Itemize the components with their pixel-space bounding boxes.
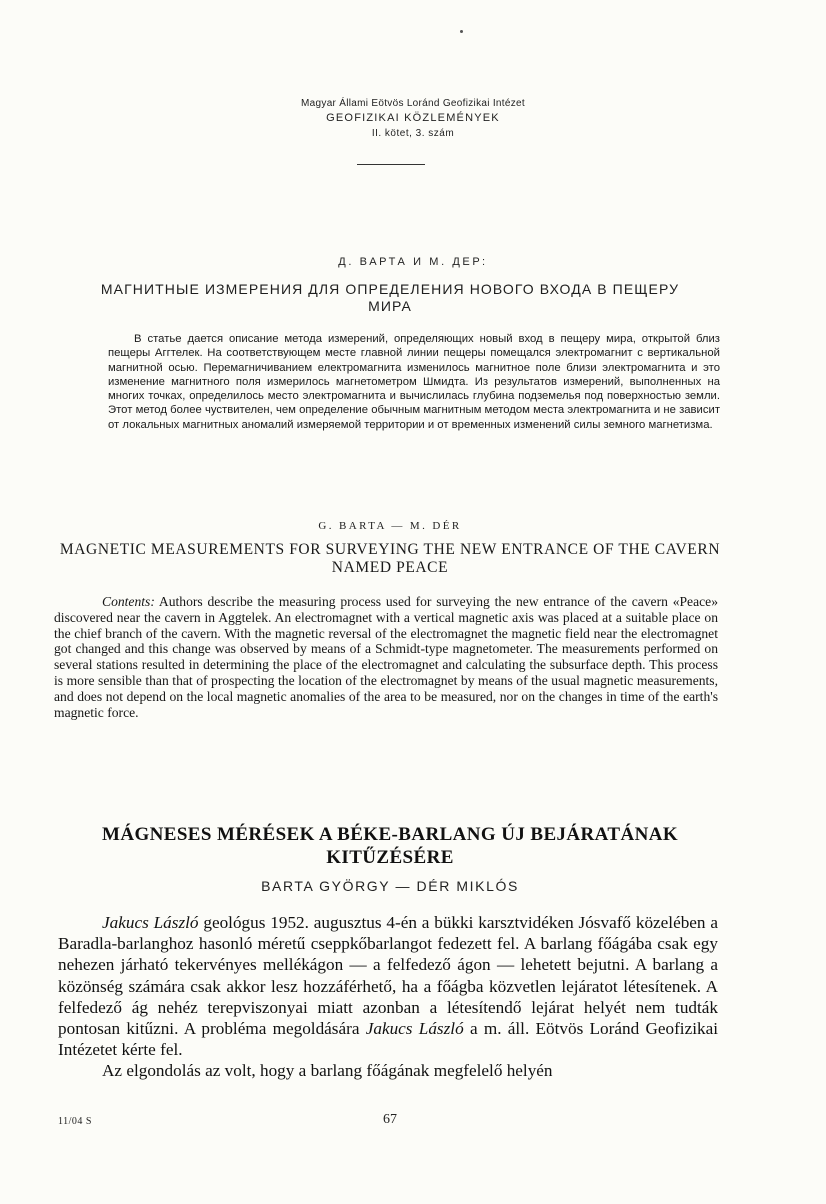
russian-title: МАГНИТНЫЕ ИЗМЕРЕНИЯ ДЛЯ ОПРЕДЕЛЕНИЯ НОВОГО ВХОДА В ПЕЩЕРУ МИРА bbox=[100, 281, 680, 314]
body-paragraph: Az elgondolás az volt, hogy a barlang főágának megfelelő helyén bbox=[102, 1061, 553, 1081]
page-number: 67 bbox=[383, 1112, 397, 1127]
english-authors: G. BARTA — M. DÉR bbox=[318, 520, 462, 532]
english-title: MAGNETIC MEASUREMENTS FOR SURVEYING THE NEW ENTRANCE OF THE CAVERN NAMED PEACE bbox=[59, 541, 721, 576]
body-text: geológus 1952. augusztus 4-én a bükki karsztvidéken Jósvafő közelében a Baradla-barlanghoz hasonló méretű cseppkőbarlangot fedezett fel. A barlang főágába csak egy nehezen járható tekervényes mellékágon — a felfedező ágon — lehetett bejutni. A barlang a közönség számára csak akkor lesz hozzáférhető, ha a főágba közvetlen lejáratot létesítenek. A felfedező ág nehéz terepviszonyai miatt azonban a létesítendő lejárat helyét nem tudták pontosan kitűzni. A probléma megoldására bbox=[58, 913, 718, 1039]
abstract-label: Contents: bbox=[102, 594, 155, 609]
body-paragraph bbox=[58, 912, 718, 1060]
russian-abstract: В статье дается описание метода измерений, определяющих новый вход в пещеру мира, открытой близ пещеры Аггтелек. На соответствующем месте главной линии пещеры помещался электромагнит с вертикальной магнитной осью. Перемагничиванием електромагнита изменилось магнитное поле близи электромагнита и это изменение магнитного поля измерилось магнетометром Шмидта. Из результатов измерений, выполненных на многих точках, определилось место электромагнита и вычислилась глубина подземелья под поверхностью земли. Этот метод более чуствителен, чем определение обычным магнитным методом места электромагнита и не зависит от локальных магнитных аномалий измеряемой территории и от временных изменений силы земного магнетизма. bbox=[108, 333, 720, 431]
hungarian-body bbox=[58, 912, 718, 1082]
abstract-text: Authors describe the measuring process used for surveying the new entrance of the cavern «Peace» discovered near the cavern in Aggtelek. An electromagnet with a vertical magnetic axis was placed at a suitable place on the chief branch of the cavern. With the magnetic reversal of the electromagnet the magnetic field near the electromagnet got changed and this change was observed by means of a Schmidt-type magnetometer. The measurements performed on several stations resulted in determining the place of the electromagnet and calculating the subsurface depth. This process is more sensible than that of prospecting the location of the electromagnet by means of the usual magnetic measurements, and does not depend on the local magnetic anomalies of the area to be measured, nor on the changes in time of the earth's magnetic force. bbox=[54, 594, 718, 720]
masthead-divider bbox=[357, 164, 425, 165]
russian-authors: Д. ВАРТА И М. ДЕР: bbox=[338, 256, 488, 268]
institute-name: Magyar Állami Eötvös Loránd Geofizikai Intézet bbox=[301, 98, 525, 109]
body-text: a m. áll. Eötvös Loránd Geofizikai Intézetet kérte fel. bbox=[58, 1019, 718, 1060]
journal-name: GEOFIZIKAI KÖZLEMÉNYEK bbox=[326, 112, 500, 124]
english-abstract bbox=[54, 594, 718, 720]
masthead bbox=[0, 96, 826, 141]
hungarian-title: MÁGNESES MÉRÉSEK A BÉKE-BARLANG ÚJ BEJÁRATÁNAK KITŰZÉSÉRE bbox=[102, 824, 678, 868]
printer-signature: 11/04 S bbox=[58, 1116, 92, 1127]
volume-info: II. kötet, 3. szám bbox=[371, 128, 455, 139]
print-speck bbox=[460, 30, 463, 33]
hungarian-authors: BARTA GYÖRGY — DÉR MIKLÓS bbox=[261, 878, 519, 894]
person-name: Jakucs László bbox=[365, 1019, 464, 1039]
person-name: Jakucs László bbox=[102, 913, 199, 932]
